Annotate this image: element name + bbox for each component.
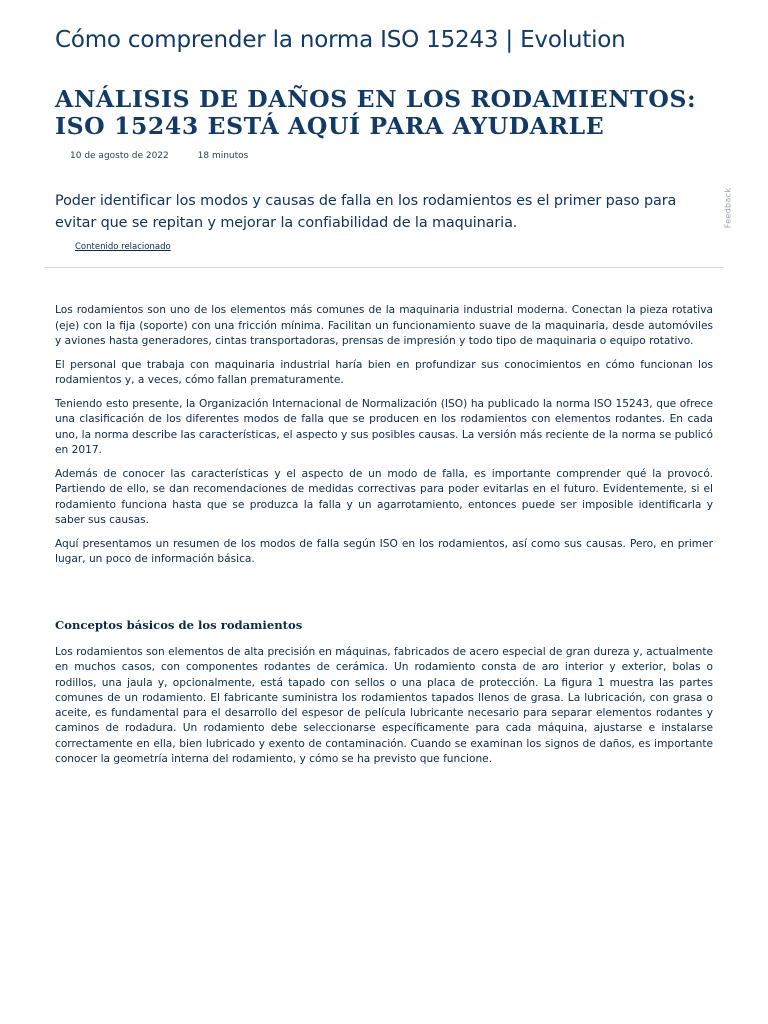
related-content-link[interactable]: Contenido relacionado <box>75 242 171 252</box>
section-heading: Conceptos básicos de los rodamientos <box>55 618 303 632</box>
feedback-label: Feedback <box>723 187 733 229</box>
article-lead: Poder identificar los modos y causas de falla en los rodamientos es el primer paso para evitar que se repitan y mejorar la confiabilidad de la maquinaria. <box>55 193 677 231</box>
divider <box>44 267 724 268</box>
body-paragraph: Teniendo esto presente, la Organización Internacional de Normalización (ISO) ha publicado la norma ISO 15243, que ofrece una clasificación de los diferentes modos de falla que se producen en los rodamientos con elementos rodantes. En cada uno, la norma describe las características, el aspecto y sus posibles causas. La versión más reciente de la norma se publicó en 2017. <box>55 397 713 456</box>
page-title: Cómo comprender la norma ISO 15243 | Evolution <box>55 27 626 53</box>
body-paragraph: Aquí presentamos un resumen de los modos de falla según ISO en los rodamientos, así como sus causas. Pero, en primer lugar, un poco de información básica. <box>55 537 713 565</box>
article-title: ANÁLISIS DE DAÑOS EN LOS RODAMIENTOS: ISO 15243 ESTÁ AQUÍ PARA AYUDARLE <box>55 85 697 140</box>
article-body <box>55 303 713 576</box>
body-paragraph: Los rodamientos son uno de los elementos más comunes de la maquinaria industrial moderna. Conectan la pieza rotativa (eje) con la fija (soporte) con una fricción mínima. Facilitan un funcionamiento suave de la maquinaria, desde automóviles y aviones hasta generadores, cintas transportadoras, prensas de impresión y todo tipo de maquinaria o equipo rotativo. <box>55 304 713 347</box>
body-paragraph: Además de conocer las características y el aspecto de un modo de falla, es importante comprender qué la provocó. Partiendo de ello, se dan recomendaciones de medidas correctivas para poder evitarlas en el futuro. Evidentemente, si el rodamiento funciona hasta que se produzca la falla y un agarrotamiento, entonces puede ser imposible identificarla y saber sus causas. <box>55 467 713 526</box>
publish-date: 10 de agosto de 2022 <box>70 151 169 161</box>
section-paragraph: Los rodamientos son elementos de alta precisión en máquinas, fabricados de acero especial de gran dureza y, actualmente en muchos casos, con componentes rodantes de cerámica. Un rodamiento consta de aro interior y exterior, bolas o rodillos, una jaula y, opcionalmente, está tapado con sellos o una placa de protección. La figura 1 muestra las partes comunes de un rodamiento. El fabricante suministra los rodamientos tapados llenos de grasa. La lubricación, con grasa o aceite, es fundamental para el desarrollo del espesor de película lubricante necesario para separar elementos rodantes y caminos de rodadura. Un rodamiento debe seleccionarse específicamente para cada máquina, ajustarse e instalarse correctamente en ella, bien lubricado y exento de contaminación. Cuando se examinan los signos de daños, es importante conocer la geometría interna del rodamiento, y cómo se ha previsto que funcione. <box>55 646 713 766</box>
reading-time: 18 minutos <box>197 151 249 161</box>
feedback-tab[interactable] <box>722 188 734 228</box>
section-basics <box>55 617 713 767</box>
body-paragraph: El personal que trabaja con maquinaria industrial haría bien en profundizar sus conocimientos en cómo funcionan los rodamientos y, a veces, cómo fallan prematuramente. <box>55 358 713 386</box>
article-meta <box>70 150 248 162</box>
